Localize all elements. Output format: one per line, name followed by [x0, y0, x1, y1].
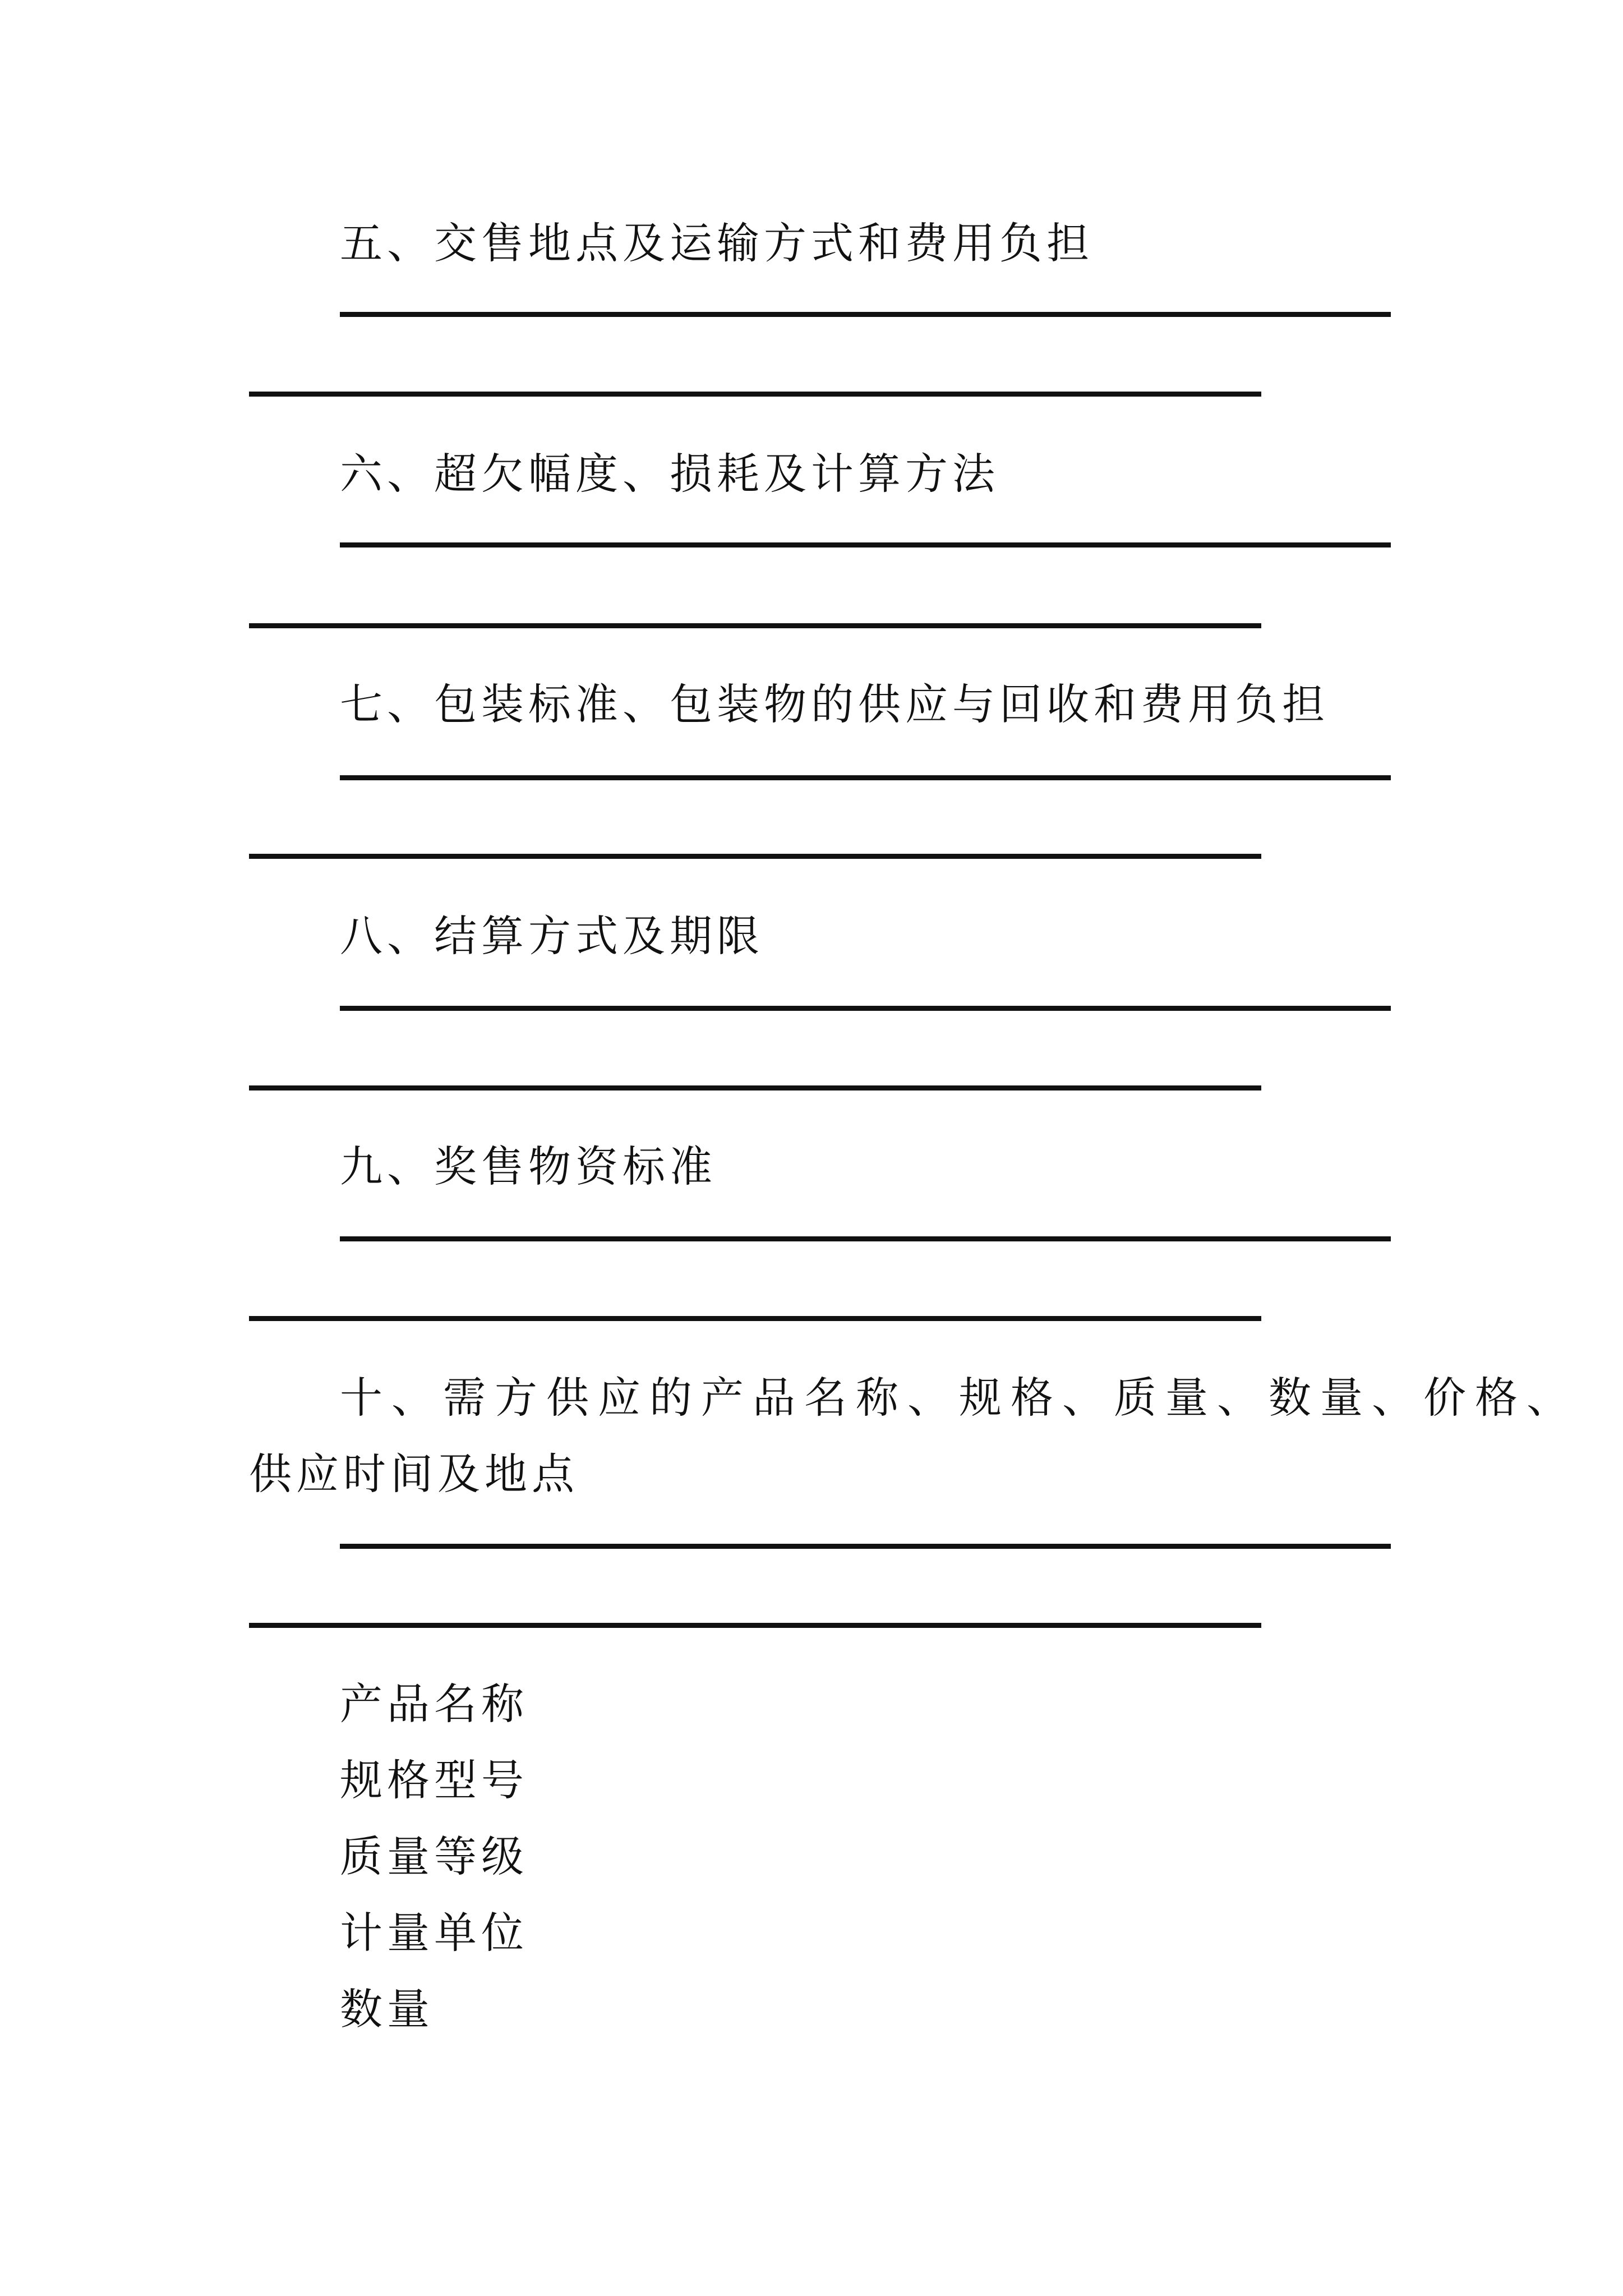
section-9-fill-line-2 — [249, 1316, 1261, 1321]
section-9-fill-line-1 — [340, 1236, 1391, 1241]
field-quality-grade: 质量等级 — [340, 1832, 528, 1881]
field-unit: 计量单位 — [340, 1908, 528, 1958]
field-product-name: 产品名称 — [340, 1679, 528, 1729]
section-9-heading: 九、奖售物资标准 — [340, 1142, 717, 1191]
section-7-fill-line-2 — [249, 854, 1261, 859]
section-5-heading: 五、交售地点及运输方式和费用负担 — [340, 218, 1094, 268]
section-8-heading: 八、结算方式及期限 — [340, 911, 764, 961]
section-6-fill-line-2 — [249, 623, 1261, 628]
section-7-fill-line-1 — [340, 775, 1391, 780]
section-10-heading-line-2: 供应时间及地点 — [249, 1449, 579, 1499]
section-5-fill-line-1 — [340, 312, 1391, 317]
field-quantity: 数量 — [340, 1984, 434, 2034]
section-10-heading-line-1: 十、需方供应的产品名称、规格、质量、数量、价格、 — [340, 1373, 1578, 1423]
section-8-fill-line-1 — [340, 1006, 1391, 1011]
section-6-fill-line-1 — [340, 542, 1391, 547]
section-6-heading: 六、超欠幅度、损耗及计算方法 — [340, 449, 999, 499]
section-10-fill-line-2 — [249, 1623, 1261, 1628]
section-8-fill-line-2 — [249, 1085, 1261, 1091]
section-10-fill-line-1 — [340, 1544, 1391, 1549]
field-spec-model: 规格型号 — [340, 1755, 528, 1805]
section-5-fill-line-2 — [249, 392, 1261, 397]
section-7-heading: 七、包装标准、包装物的供应与回收和费用负担 — [340, 679, 1329, 729]
